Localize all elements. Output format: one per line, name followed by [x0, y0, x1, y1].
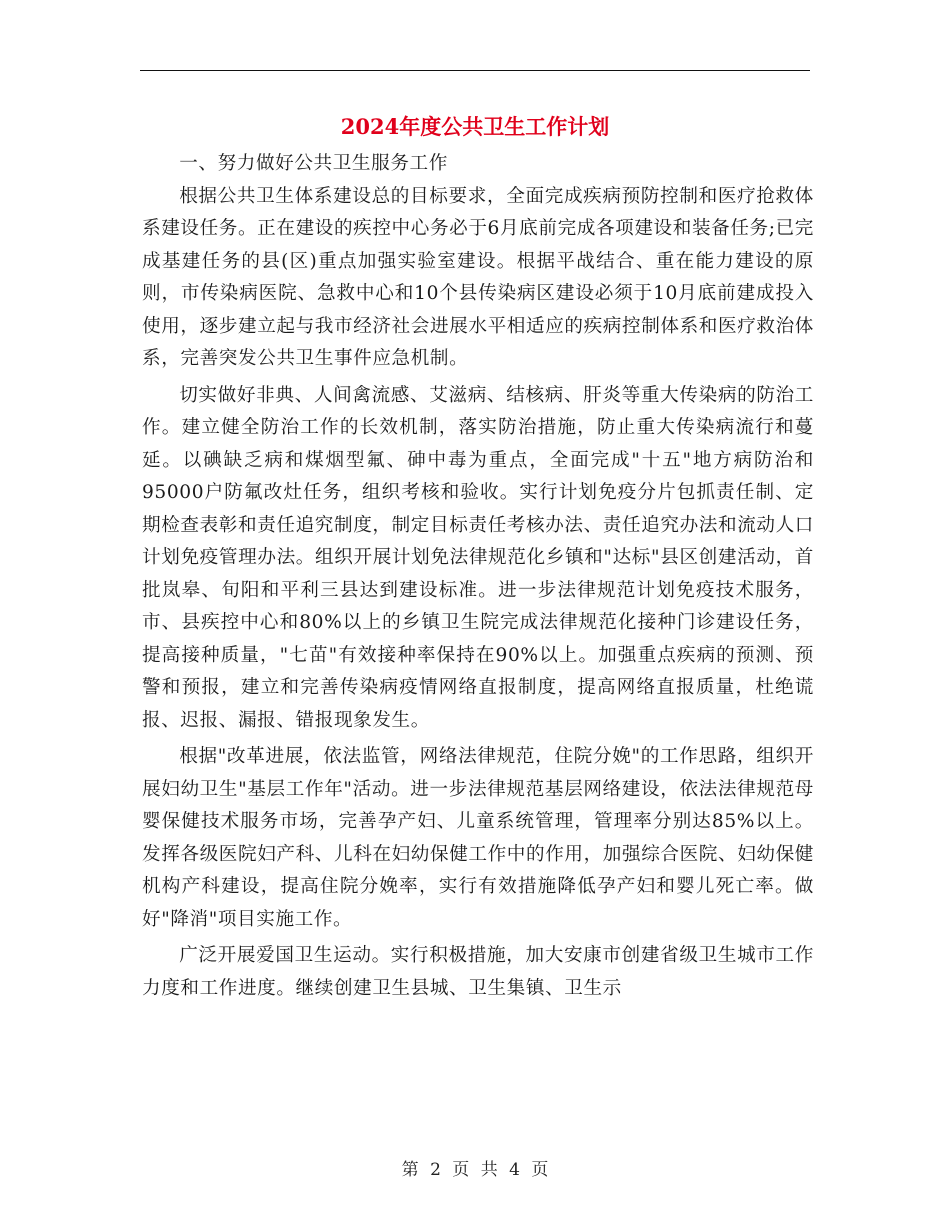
document-title: 2024年度公共卫生工作计划	[340, 114, 610, 139]
page-number: 第 2 页 共 4 页	[401, 1160, 549, 1180]
paragraph-maternal-child-health: 根据"改革进展，依法监管，网络法律规范，住院分娩"的工作思路，组织开展妇幼卫生"基层工作年"活动。进一步法律规范基层网络建设，依法法律规范母婴保健技术服务市场，完善孕产妇、儿童系统管理，管理率分别达85%以上。发挥各级医院妇产科、儿科在妇幼保健工作中的作用，加强综合医院、妇幼保健机构产科建设，提高住院分娩率，实行有效措施降低孕产妇和婴儿死亡率。做好"降消"项目实施工作。	[142, 746, 814, 930]
paragraph-patriotic-hygiene: 广泛开展爱国卫生运动。实行积极措施，加大安康市创建省级卫生城市工作力度和工作进度。继续创建卫生县城、卫生集镇、卫生示	[142, 945, 814, 999]
header-rule	[140, 70, 810, 71]
paragraph-system-construction: 根据公共卫生体系建设总的目标要求，全面完成疾病预防控制和医疗抢救体系建设任务。正在建设的疾控中心务必于6月底前完成各项建设和装备任务;已完成基建任务的县(区)重点加强实验室建设。根据平战结合、重在能力建设的原则，市传染病医院、急救中心和10个县传染病区建设必须于10月底前建成投入使用，逐步建立起与我市经济社会进展水平相适应的疾病控制体系和医疗救治体系，完善突发公共卫生事件应急机制。	[142, 185, 814, 369]
document-body	[142, 148, 814, 1005]
section-heading: 一、努力做好公共卫生服务工作	[179, 153, 448, 174]
paragraph-disease-prevention: 切实做好非典、人间禽流感、艾滋病、结核病、肝炎等重大传染病的防治工作。建立健全防治工作的长效机制，落实防治措施，防止重大传染病流行和蔓延。以碘缺乏病和煤烟型氟、砷中毒为重点，全面完成"十五"地方病防治和95000户防氟改灶任务，组织考核和验收。实行计划免疫分片包抓责任制、定期检查表彰和责任追究制度，制定目标责任考核办法、责任追究办法和流动人口计划免疫管理办法。组织开展计划免法律规范化乡镇和"达标"县区创建活动，首批岚皋、旬阳和平利三县达到建设标准。进一步法律规范计划免疫技术服务，市、县疾控中心和80%以上的乡镇卫生院完成法律规范化接种门诊建设任务，提高接种质量，"七苗"有效接种率保持在90%以上。加强重点疾病的预测、预警和预报，建立和完善传染病疫情网络直报制度，提高网络直报质量，杜绝谎报、迟报、漏报、错报现象发生。	[142, 384, 814, 731]
